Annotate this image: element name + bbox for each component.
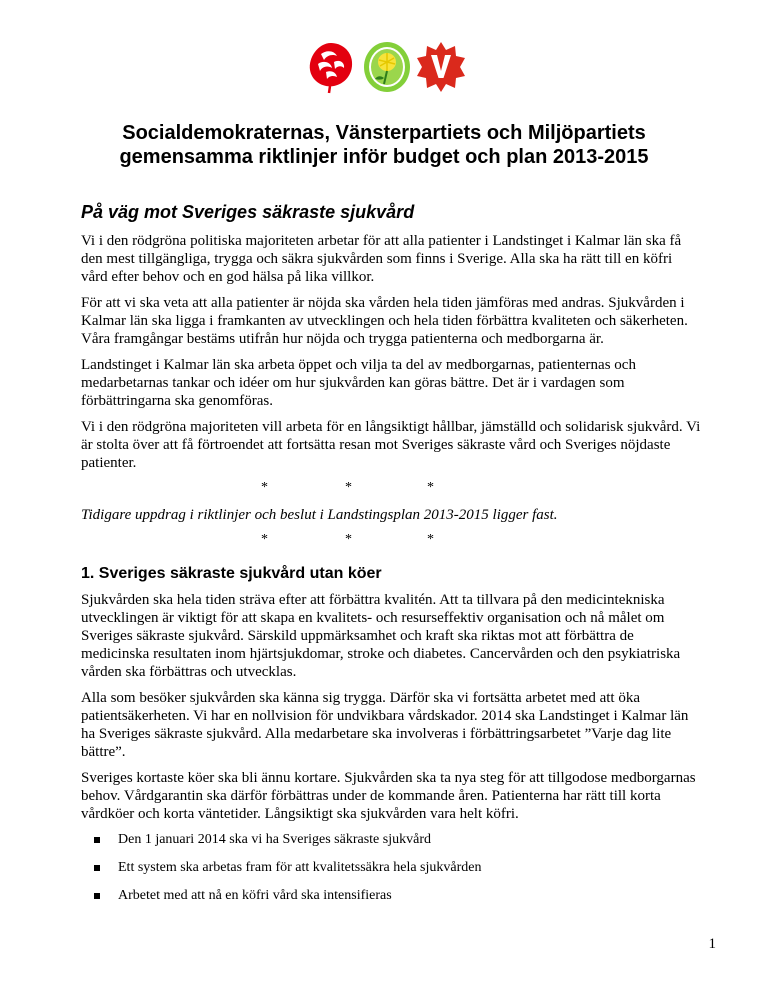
- party-logos: [306, 40, 466, 98]
- intro-paragraph-3: Landstinget i Kalmar län ska arbeta öppet och vilja ta del av medborgarnas, patienternas och medarbetarnas tankar och idéer om hur sjukvården kan göras bättre. Det är i vardagen som förbättringarna ska genomföras.: [81, 357, 636, 409]
- star: *: [261, 532, 268, 547]
- section-1-bullet-list: [81, 831, 701, 905]
- square-bullet-icon: [94, 865, 100, 871]
- square-bullet-icon: [94, 893, 100, 899]
- list-item-text: Den 1 januari 2014 ska vi ha Sveriges säkraste sjukvård: [118, 832, 431, 847]
- green-dandelion-logo: [362, 40, 412, 94]
- page-number: 1: [708, 936, 716, 952]
- star: *: [427, 480, 434, 495]
- red-v-logo: [416, 40, 466, 94]
- list-item-text: Ett system ska arbetas fram för att kvalitetssäkra hela sjukvården: [118, 860, 482, 875]
- intro-paragraph-2: För att vi ska veta att alla patienter är nöjda ska vården hela tiden jämföras med andras. Sjukvården i Kalmar län ska ligga i framkanten av utvecklingen och hela tiden förbättra kvaliteten och säkerheten. Våra framgångar bestäms utifrån hur nöjda och trygga patienterna och medborgarna är.: [81, 295, 688, 347]
- star: *: [261, 480, 268, 495]
- intro-heading: På väg mot Sveriges säkraste sjukvård: [81, 202, 415, 222]
- fixed-commitments-note: Tidigare uppdrag i riktlinjer och beslut i Landstingsplan 2013-2015 ligger fast.: [81, 507, 558, 523]
- list-item: [81, 887, 701, 905]
- star: *: [345, 532, 352, 547]
- list-item: [81, 859, 701, 877]
- document-title: [60, 121, 708, 169]
- intro-paragraph-1: Vi i den rödgröna politiska majoriteten arbetar för att alla patienter i Landstinget i Kalmar län ska få den mest tillgängliga, trygga och säkra sjukvården som finns i Sverige. Alla ska ha rätt till en köfri vård efter behov och en god hälsa på lika villkor.: [81, 233, 682, 285]
- section-1-paragraph-1: Sjukvården ska hela tiden sträva efter att förbättra kvalitén. Att ta tillvara på den medicintekniska utvecklingen är viktigt för att skapa en kvalitets- och resurseffektiv organisation och nå målet om Sveriges säkraste sjukvård. Särskild uppmärksamhet och kraft ska riktas mot att förbättra de medicinska resultaten inom hjärtsjukdomar, stroke och diabetes. Cancervården och den psykiatriska vården ska förbättras och utvecklas.: [81, 592, 681, 680]
- section-1-paragraph-2: Alla som besöker sjukvården ska känna sig trygga. Därför ska vi fortsätta arbetet med att öka patientsäkerheten. Vi har en nollvision för undvikbara vårdskador. 2014 ska Landstinget i Kalmar län ha Sveriges säkraste sjukvård. Alla medarbetare ska involveras i förbättringsarbetet ”Varje dag lite bättre”.: [81, 690, 689, 760]
- section-1-heading: 1. Sveriges säkraste sjukvård utan köer: [81, 565, 382, 582]
- star: *: [345, 480, 352, 495]
- square-bullet-icon: [94, 837, 100, 843]
- title-line-2: gemensamma riktlinjer inför budget och plan 2013-2015: [119, 146, 649, 168]
- section-1-paragraph-3: Sveriges kortaste köer ska bli ännu kortare. Sjukvården ska ta nya steg för att tillgodose medborgarnas behov. Vårdgarantin ska därför förbättras under de kommande åren. Patienterna har rätt till korta vårdköer och korta väntetider. Långsiktigt ska sjukvården vara helt köfri.: [81, 770, 696, 822]
- separator-stars: [81, 532, 701, 550]
- list-item: [81, 831, 701, 849]
- intro-paragraph-4: Vi i den rödgröna majoriteten vill arbeta för en långsiktigt hållbar, jämställd och solidarisk sjukvård. Vi är stolta över att få förtroendet att fortsätta resan mot Sveriges säkraste vård och Sveriges nöjdaste patienter.: [81, 419, 701, 471]
- list-item-text: Arbetet med att nå en köfri vård ska intensifieras: [118, 888, 392, 903]
- red-rose-logo: [306, 40, 356, 94]
- title-line-1: Socialdemokraternas, Vänsterpartiets och Miljöpartiets: [122, 122, 646, 144]
- star: *: [427, 532, 434, 547]
- separator-stars: [81, 480, 701, 498]
- document-body: [81, 201, 701, 915]
